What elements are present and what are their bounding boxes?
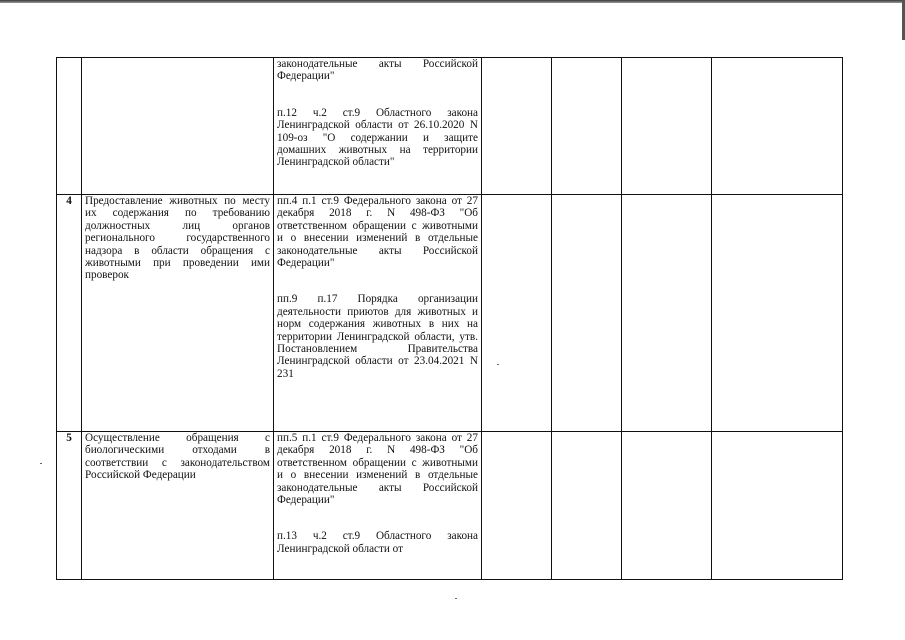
legal-basis — [274, 58, 482, 195]
row-number — [57, 58, 82, 195]
legal-basis-paragraph: пп.4 п.1 ст.9 Федерального закона от 27 декабря 2018 г. N 498-ФЗ "Об ответственном обращении с животными и о внесении изменений в отдельные законодательные акты Российской Федерации" — [277, 195, 478, 270]
legal-basis — [274, 432, 482, 580]
empty-cell — [552, 195, 622, 432]
row-number: 5 — [57, 432, 82, 580]
empty-cell — [622, 432, 712, 580]
empty-cell — [552, 58, 622, 195]
empty-cell — [622, 195, 712, 432]
scan-speck — [455, 598, 457, 599]
requirement-text — [82, 58, 274, 195]
empty-cell — [482, 58, 552, 195]
legal-basis-paragraph: законодательные акты Российской Федерации" — [277, 58, 478, 83]
legal-basis-paragraph: п.13 ч.2 ст.9 Областного закона Ленинградской области от — [277, 530, 478, 555]
empty-cell — [622, 58, 712, 195]
legal-basis-paragraph: пп.5 п.1 ст.9 Федерального закона от 27 декабря 2018 г. N 498-ФЗ "Об ответственном обращении с животными и о внесении изменений в отдельные законодательные акты Российской Федерации" — [277, 432, 478, 507]
scan-top-edge — [0, 0, 905, 3]
requirement-text: Осуществление обращения с биологическими отходами в соответствии с законодательством Российской Федерации — [82, 432, 274, 580]
legal-basis — [274, 195, 482, 432]
table-row — [57, 195, 843, 432]
row-number: 4 — [57, 195, 82, 432]
paragraph-spacer — [277, 83, 478, 107]
empty-cell — [482, 432, 552, 580]
empty-cell — [712, 195, 843, 432]
legal-basis-paragraph: п.12 ч.2 ст.9 Областного закона Ленинградской области от 26.10.2020 N 109-оз "О содержании и защите домашних животных на территории Ленинградской области" — [277, 106, 478, 169]
requirements-table — [56, 57, 843, 580]
table-row — [57, 58, 843, 195]
empty-cell — [552, 432, 622, 580]
requirement-text: Предоставление животных по месту их содержания по требованию должностных лиц органов регионального государственного надзора в области обращения с животными при проведении ими проверок — [82, 195, 274, 432]
scan-speck — [497, 364, 499, 365]
legal-basis-paragraph: пп.9 п.17 Порядка организации деятельности приютов для животных и норм содержания животных в них на территории Ленинградской области, утв. Постановлением Правительства Ленинградской области от 23.04.2021 N 231 — [277, 293, 478, 380]
paragraph-spacer — [277, 269, 478, 293]
table-row — [57, 432, 843, 580]
empty-cell — [482, 195, 552, 432]
scan-speck — [40, 463, 42, 464]
empty-cell — [712, 58, 843, 195]
paragraph-spacer — [277, 506, 478, 530]
empty-cell — [712, 432, 843, 580]
